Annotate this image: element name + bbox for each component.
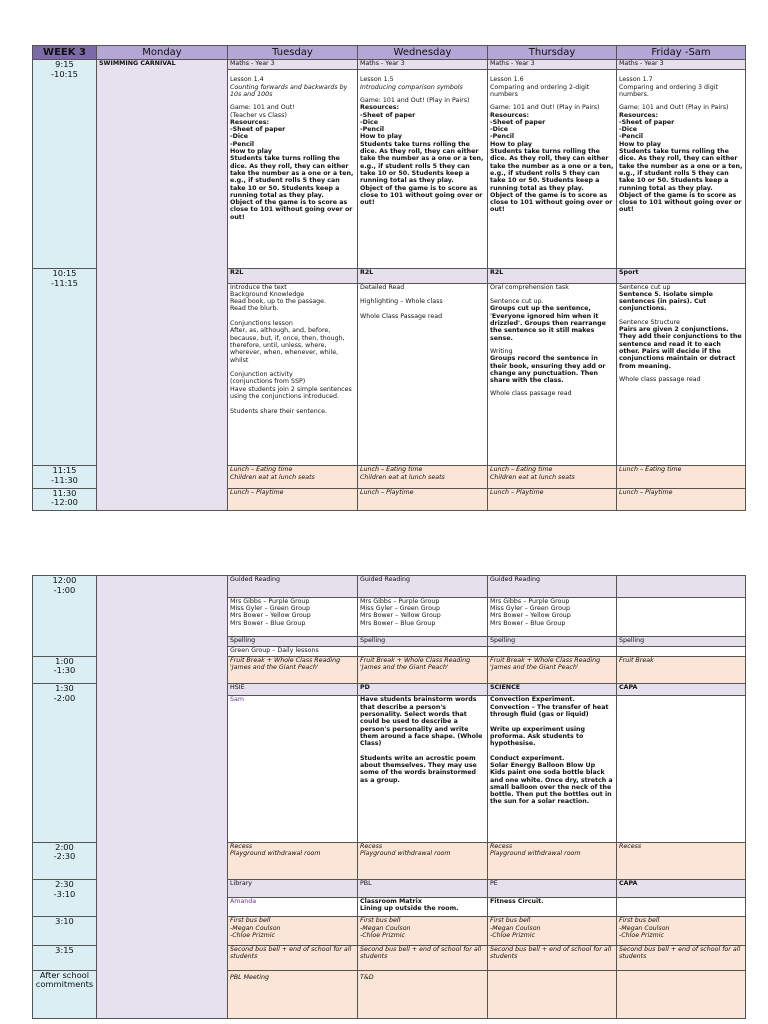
subject-cell: R2L — [228, 269, 358, 283]
r2l-thursday: Oral comprehension task Sentence cut up. Groups cut up the sentence, 'Everyone ignored him when it drizzled'. Groups then rearrange the sentence so it still makes sense. Writing Groups record the sentence in their book, ensuring they add or change any punctuation. Then share with the class. Whole class passage read — [488, 283, 617, 466]
capa-empty — [617, 696, 746, 843]
lunch-cell: Lunch – Eating time Children eat at lunch seats — [228, 466, 358, 488]
day-header-tuesday: Tuesday — [228, 46, 358, 60]
end-of-school-cell: Second bus bell + end of school for all students — [617, 945, 746, 970]
time-slot: 2:00 -2:30 — [33, 842, 97, 879]
subject-cell: CAPA — [617, 684, 746, 696]
timetable-week3-afternoon — [32, 575, 746, 1019]
bus-bell-cell: First bus bell -Megan Coulson -Chloe Prizmic — [358, 917, 488, 945]
fruit-break-cell: Fruit Break + Whole Class Reading 'James and the Giant Peach' — [358, 656, 488, 683]
lunch-cell: Lunch – Eating time — [617, 466, 746, 488]
lunch-cell: Lunch – Playtime — [358, 488, 488, 510]
lunch-cell: Lunch – Eating time Children eat at lunch seats — [488, 466, 617, 488]
bus-bell-cell: First bus bell -Megan Coulson -Chloe Prizmic — [488, 917, 617, 945]
end-of-school-cell: Second bus bell + end of school for all students — [228, 945, 358, 970]
subject-cell — [617, 576, 746, 598]
bus-bell-cell: First bus bell -Megan Coulson -Chloe Prizmic — [228, 917, 358, 945]
time-slot: 3:10 — [33, 917, 97, 945]
after-school-cell — [488, 970, 617, 1018]
spelling-cell: Spelling — [228, 637, 358, 647]
reading-groups: Mrs Gibbs – Purple Group Miss Gyler – Green Group Mrs Bower – Yellow Group Mrs Bower – Blue Group — [358, 597, 488, 636]
subject-cell: Sport — [617, 269, 746, 283]
subject-cell: Maths - Year 3 — [228, 60, 358, 70]
subject-cell: SCIENCE — [488, 684, 617, 696]
subject-cell: Library — [228, 880, 358, 898]
time-slot: 1:00 -1:30 — [33, 656, 97, 683]
r2l-tuesday: Introduce the text Background Knowledge Read book, up to the passage. Read the blurb. Conjunctions lesson After, as, although, and, before, because, but, if, once, then, though, therefore, until, unless, where, wherever, when, whenever, while, whilst Conjunction activity (conjunctions from SSP) Have students join 2 simple sentences using the conjunctions introduced. Students share their sentence. — [228, 283, 358, 466]
hsie-teacher: Sam — [228, 696, 358, 843]
science-lesson: Convection Experiment. Convection – The transfer of heat through fluid (gas or liquid) Write up experiment using proforma. Ask students to hypothesise. Conduct experiment. Solar Energy Balloon Blow Up Kids paint one soda bottle black and one white. Once dry, stretch a small balloon over the neck of the bottle. Then put the bottles out in the sun for a solar reaction. — [488, 696, 617, 843]
time-slot: 1:30 -2:00 — [33, 684, 97, 843]
recess-cell: Recess Playground withdrawal room — [228, 842, 358, 879]
spelling-cell: Spelling — [488, 637, 617, 647]
subject-cell: PD — [358, 684, 488, 696]
subject-cell: HSIE — [228, 684, 358, 696]
week-label: WEEK 3 — [33, 46, 97, 60]
lunch-cell: Lunch – Playtime — [617, 488, 746, 510]
recess-cell: Recess Playground withdrawal room — [358, 842, 488, 879]
time-slot: 9:15 -10:15 — [33, 60, 97, 269]
maths-lesson-wednesday: Lesson 1.5 Introducing comparison symbols Game: 101 and Out! (Play in Pairs) Resources: -Sheet of paper -Dice -Pencil How to play Students take turns rolling the dice. As they roll, they can either take the number as a one or a ten, e.g., if student rolls 5 they can take 10 or 50. Students keep a running total as they play. Object of the game is to score as close to 101 without going over or out! — [358, 70, 488, 269]
reading-groups: Mrs Gibbs – Purple Group Miss Gyler – Green Group Mrs Bower – Yellow Group Mrs Bower – Blue Group — [228, 597, 358, 636]
reading-groups: Mrs Gibbs – Purple Group Miss Gyler – Green Group Mrs Bower – Yellow Group Mrs Bower – Blue Group — [488, 597, 617, 636]
timetable-week3-morning — [32, 45, 746, 511]
day-header-monday: Monday — [97, 46, 228, 60]
monday-column — [97, 576, 228, 1019]
r2l-wednesday: Detailed Read Highlighting – Whole class Whole Class Passage read — [358, 283, 488, 466]
reading-groups-empty — [617, 597, 746, 636]
bus-bell-cell: First bus bell -Megan Coulson -Chloe Prizmic — [617, 917, 746, 945]
recess-cell: Recess — [617, 842, 746, 879]
recess-cell: Recess Playground withdrawal room — [488, 842, 617, 879]
subject-cell: Maths - Year 3 — [617, 60, 746, 70]
pd-lesson: Have students brainstorm words that describe a person's personality. Select words that could be used to describe a person's personality and write them around a face shape. (Whole Class) Students write an acrostic poem about themselves. They may use some of the words brainstormed as a group. — [358, 696, 488, 843]
monday-swimming-carnival: SWIMMING CARNIVAL — [97, 60, 228, 511]
time-slot: 10:15 -11:15 — [33, 269, 97, 466]
subject-cell: Guided Reading — [358, 576, 488, 598]
maths-lesson-thursday: Lesson 1.6 Comparing and ordering 2-digit numbers Game: 101 and Out! (Play in Pairs) Resources: -Sheet of paper -Dice -Pencil How to play Students take turns rolling the dice. As they roll, they can either take the number as a one or a ten, e.g., if student rolls 5 they can take 10 or 50. Students keep a running total as they play. Object of the game is to score as close to 101 without going over or out! — [488, 70, 617, 269]
fruit-break-cell: Fruit Break + Whole Class Reading 'James and the Giant Peach' — [488, 656, 617, 683]
time-slot: 2:30 -3:10 — [33, 880, 97, 917]
library-teacher: Amanda — [228, 897, 358, 917]
time-slot: 11:30 -12:00 — [33, 488, 97, 510]
sport-friday: Sentence cut up Sentence 5. Isolate simple sentences (in pairs). Cut conjunctions. Sentence Structure Pairs are given 2 conjunctions. They add their conjunctions to the sentence and read it to each other. Pairs will decide if the conjunctions maintain or detract from meaning. Whole class passage read — [617, 283, 746, 466]
maths-lesson-friday: Lesson 1.7 Comparing and ordering 3 digit numbers. Game: 101 and Out! (Play in Pairs) Resources: -Sheet of paper -Dice -Pencil How to play Students take turns rolling the dice. As they roll, they can either take the number as a one or a ten, e.g., if student rolls 5 they can take 10 or 50. Students keep a running total as they play. Object of the game is to score as close to 101 without going over or out! — [617, 70, 746, 269]
subject-cell: R2L — [358, 269, 488, 283]
after-school-cell — [617, 970, 746, 1018]
time-slot: After school commitments — [33, 970, 97, 1018]
capa-empty — [617, 897, 746, 917]
maths-lesson-tuesday: Lesson 1.4 Counting forwards and backwards by 10s and 100s Game: 101 and Out! (Teacher vs Class) Resources: -Sheet of paper -Dice -Pencil How to play Students take turns rolling the dice. As they roll, they can either take the number as a one or a ten, e.g., if student rolls 5 they can take 10 or 50. Students keep a running total as they play. Object of the game is to score as close to 101 without going over or out! — [228, 70, 358, 269]
day-header-friday: Friday -Sam — [617, 46, 746, 60]
subject-cell: PBL — [358, 880, 488, 898]
time-slot: 11:15 -11:30 — [33, 466, 97, 488]
subject-cell: Maths - Year 3 — [488, 60, 617, 70]
subject-cell: R2L — [488, 269, 617, 283]
end-of-school-cell: Second bus bell + end of school for all students — [358, 945, 488, 970]
pbl-lesson: Classroom Matrix Lining up outside the room. — [358, 897, 488, 917]
day-header-wednesday: Wednesday — [358, 46, 488, 60]
spelling-cell: Spelling — [358, 637, 488, 647]
time-slot: 3:15 — [33, 945, 97, 970]
spelling-cell: Spelling — [617, 637, 746, 647]
lunch-cell: Lunch – Playtime — [228, 488, 358, 510]
fruit-break-cell: Fruit Break — [617, 656, 746, 683]
subject-cell: Guided Reading — [488, 576, 617, 598]
pe-lesson: Fitness Circuit. — [488, 897, 617, 917]
after-school-cell: T&D — [358, 970, 488, 1018]
lunch-cell: Lunch – Playtime — [488, 488, 617, 510]
lunch-cell: Lunch – Eating time Children eat at lunch seats — [358, 466, 488, 488]
subject-cell: PE — [488, 880, 617, 898]
fruit-break-cell: Fruit Break + Whole Class Reading 'James and the Giant Peach' — [228, 656, 358, 683]
time-slot: 12:00 -1:00 — [33, 576, 97, 657]
after-school-cell: PBL Meeting — [228, 970, 358, 1018]
day-header-thursday: Thursday — [488, 46, 617, 60]
subject-cell: Maths - Year 3 — [358, 60, 488, 70]
end-of-school-cell: Second bus bell + end of school for all students — [488, 945, 617, 970]
subject-cell: CAPA — [617, 880, 746, 898]
subject-cell: Guided Reading — [228, 576, 358, 598]
daily-lessons: Green Group – Daily lessons — [228, 647, 358, 657]
